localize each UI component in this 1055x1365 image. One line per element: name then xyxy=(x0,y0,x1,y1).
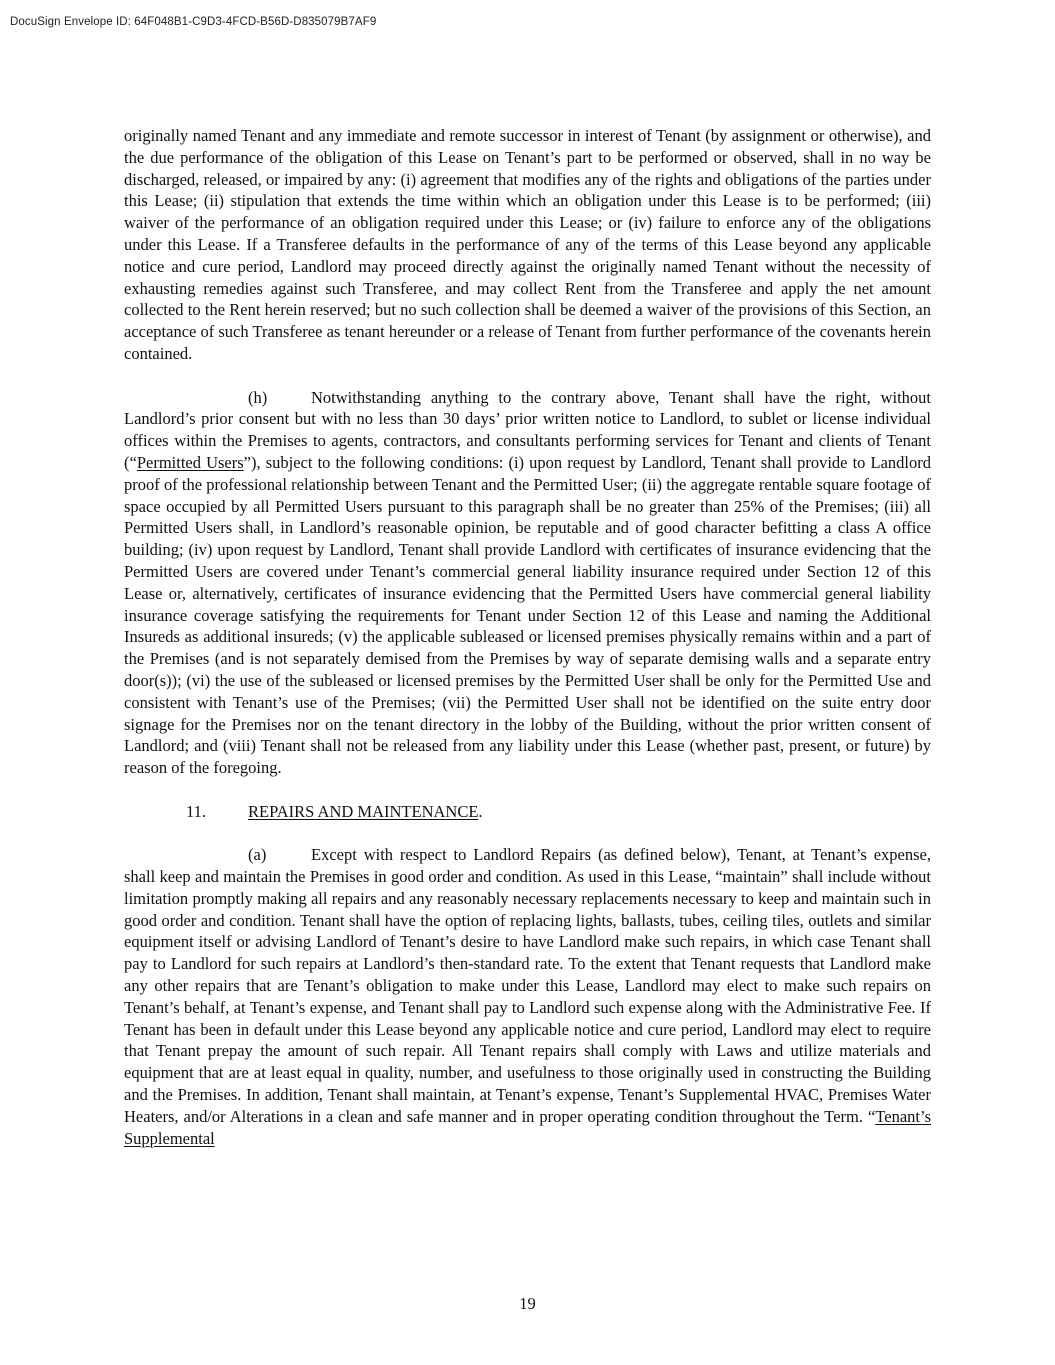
paragraph-h-label: (h) xyxy=(248,387,268,407)
continued-paragraph: originally named Tenant and any immediate and remote successor in interest of Tenant (by assignment or otherwise), and the due performance of the obligation of this Lease on Tenant’s part to be performed or observed, shall in no way be discharged, released, or impaired by any: (i) agreement that modifies any of the rights and obligations of the parties under this Lease; (ii) stipulation that extends the time within which an obligation under this Lease is to be performed; (iii) waiver of the performance of an obligation required under this Lease; or (iv) failure to enforce any of the obligations under this Lease. If a Transferee defaults in the performance of any of the terms of this Lease beyond any applicable notice and cure period, Landlord may proceed directly against the originally named Tenant without the necessity of exhausting remedies against such Transferee, and may collect Rent from the Transferee and apply the net amount collected to the Rent herein reserved; but no such collection shall be deemed a waiver of the provisions of this Section, an acceptance of such Transferee as tenant hereunder or a release of Tenant from further performance of the covenants herein contained. xyxy=(124,126,931,363)
paragraph-h-text-after: ”), subject to the following conditions: (i) upon request by Landlord, Tenant shall provide to Landlord proof of the professional relationship between Tenant and the Permitted User; (ii) the aggregate rentable square footage of space occupied by all Permitted Users pursuant to this paragraph shall be no greater than 25% of the Premises; (iii) all Permitted Users shall, in Landlord’s reasonable opinion, be reputable and of good character befitting a class A office building; (iv) upon request by Landlord, Tenant shall provide Landlord with certificates of insurance evidencing that the Permitted Users are covered under Tenant’s commercial general liability insurance required under Section 12 of this Lease or, alternatively, certificates of insurance evidencing that the Permitted Users have commercial general liability insurance coverage satisfying the requirements for Tenant under Section 12 of this Lease and naming the Additional Insureds as additional insureds; (v) the applicable subleased or licensed premises physically remains within and a part of the Premises (and is not separately demised from the Premises by way of separate demising walls and a separate entry door(s)); (vi) the use of the subleased or licensed premises by the Permitted User shall be only for the Permitted Use and consistent with Tenant’s use of the Premises; (vii) the Permitted User shall not be identified on the suite entry door signage for the Premises nor on the tenant directory in the lobby of the Building, without the prior written consent of Landlord; and (viii) Tenant shall not be released from any liability under this Lease (whether past, present, or future) by reason of the foregoing. xyxy=(124,452,932,778)
document-body xyxy=(124,125,931,1149)
paragraph-gap xyxy=(124,779,931,801)
paragraph-a xyxy=(124,844,931,1149)
section-title: REPAIRS AND MAINTENANCE xyxy=(248,801,479,821)
defined-term-tenants-supplemental: Tenant’s Supplemental xyxy=(124,1106,931,1148)
docusign-envelope-id: DocuSign Envelope ID: 64F048B1-C9D3-4FCD-B56D-D835079B7AF9 xyxy=(10,16,377,28)
page-number: 19 xyxy=(519,1294,536,1313)
paragraph-a-text: Except with respect to Landlord Repairs (as defined below), Tenant, at Tenant’s expense, shall keep and maintain the Premises in good order and condition. As used in this Lease, “maintain” shall include without limitation promptly making all repairs and any reasonably necessary replacements necessary to keep and maintain such in good order and condition. Tenant shall have the option of replacing lights, ballasts, tubes, ceiling tiles, outlets and similar equipment itself or advising Landlord of Tenant’s desire to have Landlord make such repairs, in which case Tenant shall pay to Landlord for such repairs at Landlord’s then-standard rate. To the extent that Tenant requests that Landlord make any other repairs that are Tenant’s obligation to make under this Lease, Landlord may elect to make such repairs on Tenant’s behalf, at Tenant’s expense, and Tenant shall pay to Landlord such expense along with the Administrative Fee. If Tenant has been in default under this Lease beyond any applicable notice and cure period, Landlord may elect to require that Tenant prepay the amount of such repair. All Tenant repairs shall comply with Laws and utilize materials and equipment that are at least equal in quality, number, and usefulness to those originally used in constructing the Building and the Premises. In addition, Tenant shall maintain, at Tenant’s expense, Tenant’s Supplemental HVAC, Premises Water Heaters, and/or Alterations in a clean and safe manner and in proper operating condition throughout the Term. “ xyxy=(124,845,931,1126)
defined-term-permitted-users: Permitted Users xyxy=(136,452,244,472)
section-number: 11. xyxy=(186,801,207,821)
paragraph-gap xyxy=(124,365,931,387)
section-11-heading xyxy=(124,801,931,823)
paragraph-h-text-before: Notwithstanding anything to the contrary above, Tenant shall have the right, without Landlord’s prior consent but with no less than 30 days’ prior written notice to Landlord, to sublet or license individual offices within the Premises to agents, contractors, and consultants performing services for Tenant and clients of Tenant (“ xyxy=(124,387,931,472)
section-title-period: . xyxy=(478,801,483,821)
paragraph-a-label: (a) xyxy=(248,845,267,865)
paragraph-h xyxy=(124,387,931,779)
paragraph-gap xyxy=(124,823,931,845)
